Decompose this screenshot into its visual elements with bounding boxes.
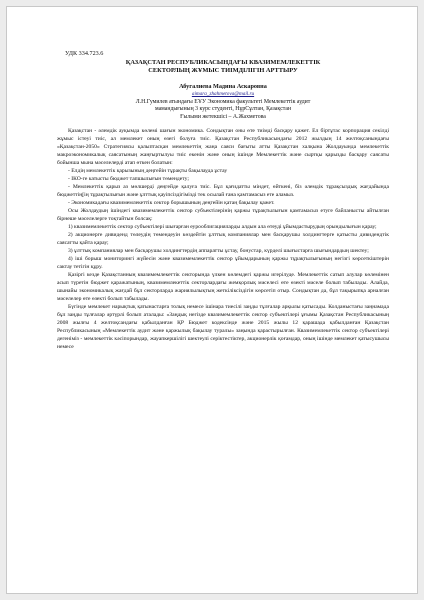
- affiliation-line: мамандығының 3 курс студенті, НұрСұлтан, Қазақстан: [154, 106, 292, 113]
- body-paragraph: Қазақстан - әлемдік ауқымда көлемі шағын экономика. Сондықтан оны өте тиімді басқару қажет. Ел біртұтас корпорация секілді жұмыс істеуі тиіс, ал мемлекет оның өзегі болуға тиіс. Қазақстан Республикасындағы 2012 жылдың 14 желтоқсанындағы «Қазақстан-2050» Стратегиясы қалыптасқан мемлекеттің жаңа саяси бағыты атты Қазақстан халқына Жолдауында мемлекеттік макроэкономикалық саясатының жаңғыртылуы тиіс екенін және оның ішінде Мемлекеттік және сыртқы қарызды басқару саясаты бойынша мына мәселелерді атап өткен болатын:: [57, 128, 389, 167]
- title-line: ҚАЗАҚСТАН РЕСПУБЛИКАСЫНДАҒЫ КВАЗИМЕМЛЕКЕТТІК: [125, 59, 321, 66]
- author-email[interactable]: aimara_zhahmetova@mail.ru: [191, 91, 255, 97]
- affiliation-line: Л.Н.Гумилев атындағы ЕҰУ Экономика факультеті Мемлекеттік аудит: [135, 99, 311, 105]
- author-name: Абугалиева Мадина Аскаровна: [179, 83, 267, 90]
- body-paragraph: Қазіргі кезде Қазақстанның квазимемлекеттік секторында үлкен көлемдегі қаржы игерілуде. Мемлекеттік сатып алулар көлемінен асып түретін бюджет қаражатының, квазимемлекеттік секторлардағы жемқорлық мәселесі өте өзекті мәселе болып табылады. Алайда, шынайы экономикалық жағдай бұл секторларда жариялылықтың жеткіліксіздігін көрсетіп отыр. Сондықтан да, бұл тақырыпқа арналған мәселелер өте өзекті болып табылады.: [57, 272, 389, 303]
- body-paragraph: Бүгінде мемлекет нарықтық қатынастарға толық немесе ішінара тиесілі заңды тұлғалар арқылы қатысады. Колданыстағы заңнамада бұл заңды тұлғалар әртүрлі болып аталады: «Заңдық негізде квазимемлекеттік сектор субъектілері ұғымы Қазақстан Республикасының 2008 жылғы 4 желтоқсандағы қабылданған ҚР Бюджет кодексінде және 2015 жылы 12 қарашада қабылданған Қазақстан Республикасының «Мемлекеттік аудит және қаржылық бақылау туралы» заңында қарастырылған. Квазимемлекеттік сектор субъектілері дегеніміз - мемлекеттік кәсіпорындар, жауапкершілігі шектеулі серіктестіктер, акционерлік қоғамдар, оның ішінде мемлекет қатысушысы немесе: [57, 304, 389, 351]
- document-page: [6, 6, 418, 594]
- numbered-item: 1) квазимемлекеттік сектор субъектілері шығарған еурооблигацияларды алдын ала өтеуді ұйымдастырудың орындылығын қарау;: [68, 224, 377, 231]
- title-line: СЕКТОРЛЫҢ ЖҰМЫС ТИІМДІЛІГІН АРТТЫРУ: [148, 67, 298, 74]
- article-body: [57, 127, 389, 351]
- numbered-item: 3) ұлттық компаниялар мен басқарушы холдингтердің аппаратты ұстау, бонустар, күрделі шығыстарға шығындардың шектеу;: [68, 248, 369, 255]
- udk-code: УДК 334.723.6: [65, 50, 104, 57]
- numbered-item: 2) акционерге дивиденд төлеудің төмендеуін көздейтін ұлттық компаниялар мен басқарушы холдингтерге қатысты дивидендтік саясатты қайта қарау;: [57, 232, 389, 247]
- article-title: [57, 59, 389, 75]
- list-item: - Мемлекеттік қарыз аз мөлшерді деңгейде қалуға тиіс. Бұл қағидатты міндет, өйткені, біз әлемдік тұрақсыздық жағдайында бюджеттің[ің тұрақтылығын және ұлттық қауіпсіздігімізді тек осылай ғана қамтамасыз ете аламыз.: [57, 184, 389, 199]
- list-item: - Экономикадағы квазимемлекеттік сектор борышының деңгейін қатаң бақылау қажет.: [68, 200, 275, 207]
- list-item: - ІКО-ге катысты бюджет тапшылығын төмендету;: [68, 176, 189, 183]
- list-item: - Елдің мемлекеттік қарызының деңгейін тұрақты бақылауда ұстау: [68, 168, 228, 175]
- supervisor-line: Ғылыми жетекшісі – А.Жахметова: [180, 113, 266, 120]
- body-paragraph: Осы Жолдаудың ішіндегі квазимемлекеттік сектор субъектілерінің қаржы тұрақтылығын қамтамасыз етуге байланысты айтылған бірнеше мәселелерге тоқтайтын болсақ:: [57, 208, 389, 223]
- page-content: [57, 50, 389, 351]
- author-affiliation: [57, 99, 389, 121]
- numbered-item: 4) іші борыш мониторингі жүйесін және квазимемлекеттік сектор ұйымдарының қаржы тұрақтылығының негізгі көрсеткіштерін сактау тетігін құру.: [57, 256, 389, 271]
